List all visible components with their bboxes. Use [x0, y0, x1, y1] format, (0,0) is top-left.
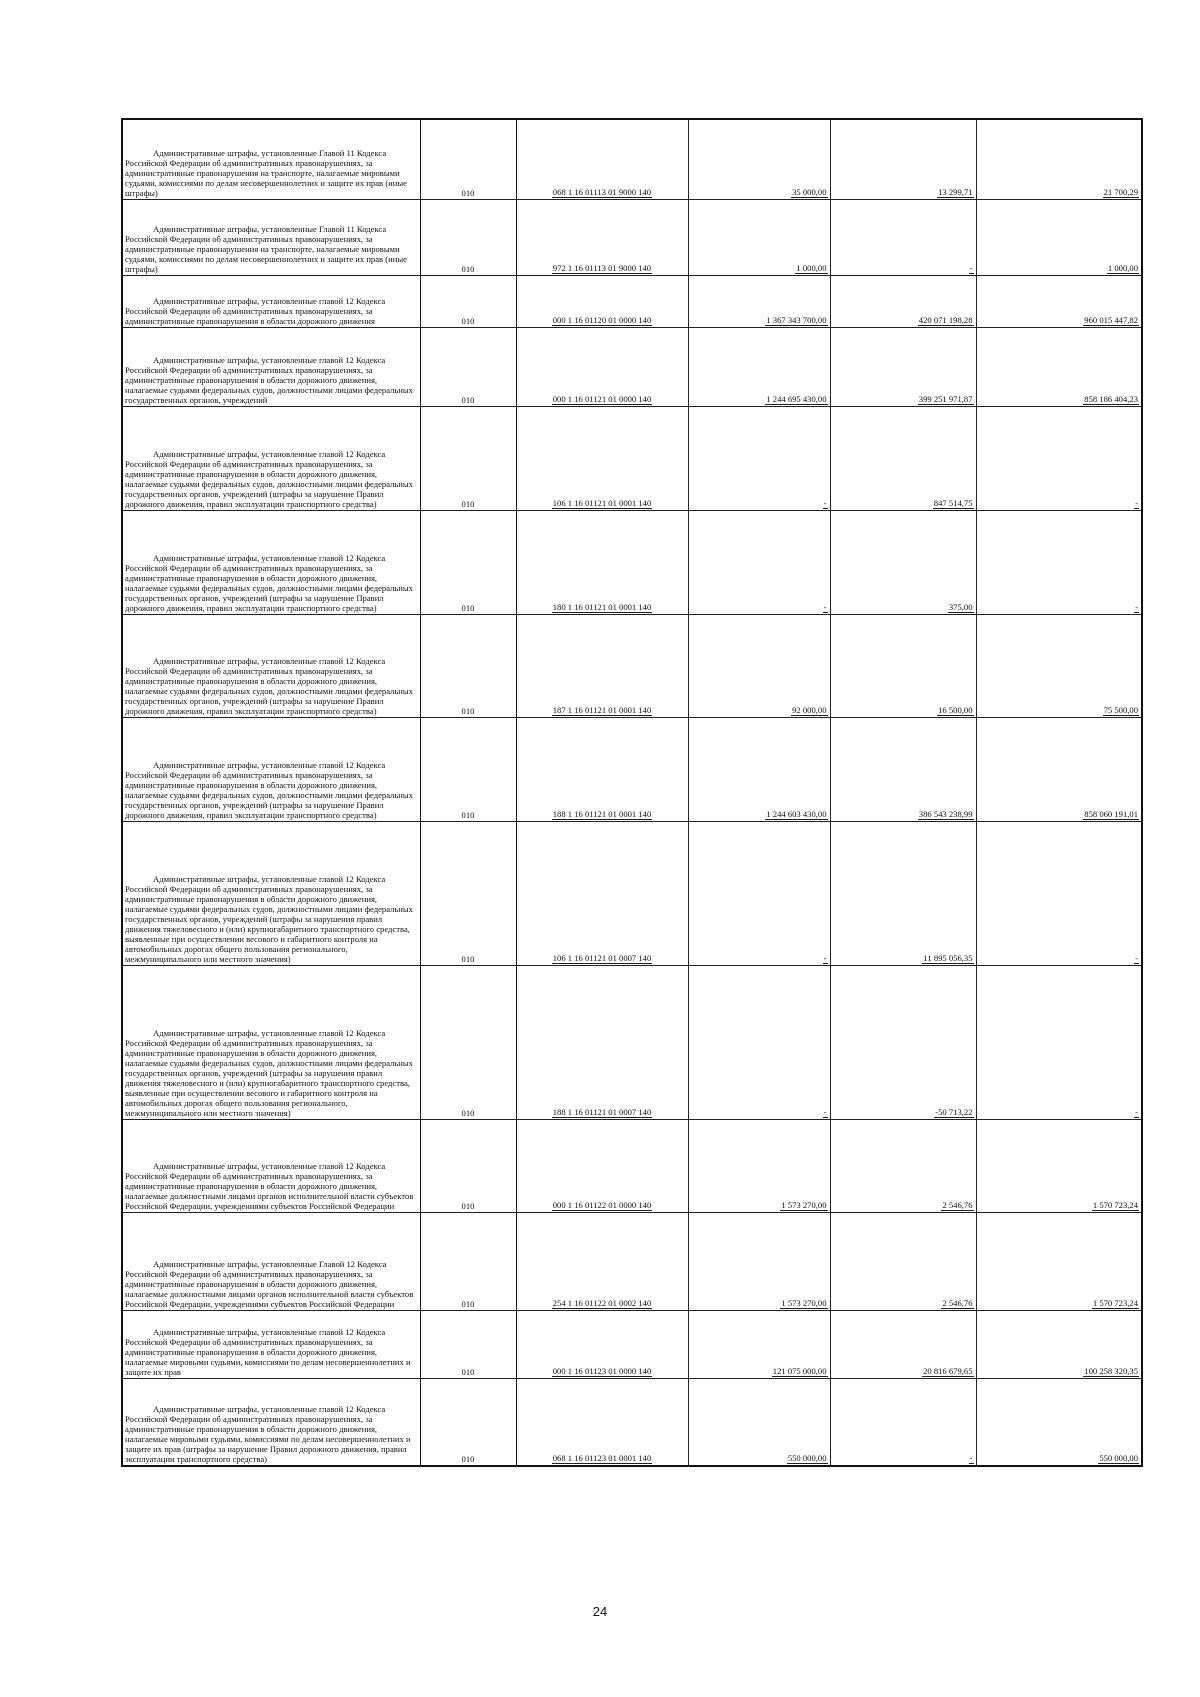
table-row	[122, 199, 1142, 275]
approved-amount: 35 000,00	[792, 186, 827, 197]
unexecuted-amount-cell	[976, 1119, 1142, 1212]
approved-amount: -	[823, 1106, 827, 1117]
income-name-cell	[122, 199, 420, 275]
approved-amount: 92 000,00	[792, 704, 827, 715]
income-name: Административные штрафы, установленные главой 12 Кодекса Российской Федерации об административных правонарушениях, за административные правонарушения в области дорожного движения, налагаемые мировыми судьями, комиссиями по делам несовершеннолетних и защите их прав (штрафы за нарушение Правил дорожного движения, правил эксплуатации транспортного средства)	[125, 1404, 411, 1464]
approved-amount-cell	[688, 119, 830, 199]
executed-amount: 2 546,76	[942, 1297, 973, 1308]
executed-amount-cell	[830, 1212, 976, 1310]
kbk-code-cell	[516, 965, 688, 1119]
kbk-code-cell	[516, 717, 688, 821]
executed-amount-cell	[830, 614, 976, 717]
table-row	[122, 717, 1142, 821]
approved-amount: 1 573 270,00	[781, 1199, 827, 1210]
line-code-cell	[420, 406, 516, 510]
line-code-cell	[420, 1310, 516, 1378]
unexecuted-amount-cell	[976, 965, 1142, 1119]
unexecuted-amount: 550 000,00	[1099, 1453, 1138, 1463]
line-code: 010	[461, 953, 475, 964]
table-row	[122, 1378, 1142, 1466]
unexecuted-amount-cell	[976, 119, 1142, 199]
line-code-cell	[420, 275, 516, 327]
approved-amount: 121 075 000,00	[772, 1365, 827, 1376]
income-name-cell	[122, 327, 420, 406]
table-body	[122, 119, 1142, 1466]
income-name-cell	[122, 1310, 420, 1378]
executed-amount-cell	[830, 275, 976, 327]
unexecuted-amount: -	[1135, 1106, 1138, 1117]
table-row	[122, 1119, 1142, 1212]
unexecuted-amount-cell	[976, 614, 1142, 717]
executed-amount-cell	[830, 717, 976, 821]
table-row	[122, 1310, 1142, 1378]
unexecuted-amount-cell	[976, 1310, 1142, 1378]
unexecuted-amount: 75 500,00	[1103, 704, 1138, 715]
line-code: 010	[461, 1366, 475, 1377]
line-code: 010	[461, 315, 475, 326]
income-name: Административные штрафы, установленные главой 12 Кодекса Российской Федерации об административных правонарушениях, за административные правонарушения в области дорожного движения, налагаемые судьями федеральных судов, должностными лицами федеральных государственных органов, учреждений (штрафы за нарушения правил движения тяжеловесного и (или) крупногабаритного транспортного средства, выявленные при осуществлении весового и габаритного контроля на автомобильных дорогах общего пользования регионального, межмуниципального или местного значения)	[125, 873, 413, 964]
table-row	[122, 406, 1142, 510]
executed-amount: 2 546,76	[942, 1199, 973, 1210]
approved-amount-cell	[688, 821, 830, 965]
unexecuted-amount-cell	[976, 510, 1142, 614]
approved-amount: 1 000,00	[796, 262, 827, 273]
line-code: 010	[461, 602, 475, 613]
executed-amount: -	[969, 262, 973, 273]
income-name-cell	[122, 614, 420, 717]
line-code: 010	[461, 809, 475, 820]
executed-amount-cell	[830, 510, 976, 614]
unexecuted-amount-cell	[976, 327, 1142, 406]
approved-amount-cell	[688, 406, 830, 510]
executed-amount-cell	[830, 406, 976, 510]
kbk-code-cell	[516, 510, 688, 614]
kbk-code-cell	[516, 1212, 688, 1310]
executed-amount: 11 895 056,35	[923, 952, 973, 963]
unexecuted-amount-cell	[976, 406, 1142, 510]
line-code-cell	[420, 119, 516, 199]
executed-amount: 386 543 238,99	[918, 808, 973, 819]
kbk-code-cell	[516, 614, 688, 717]
approved-amount-cell	[688, 327, 830, 406]
approved-amount: -	[823, 601, 827, 612]
kbk-code-cell	[516, 821, 688, 965]
line-code: 010	[461, 263, 475, 274]
table-row	[122, 275, 1142, 327]
income-table	[121, 118, 1143, 1467]
unexecuted-amount-cell	[976, 1378, 1142, 1466]
unexecuted-amount: 1 570 723,24	[1092, 1199, 1138, 1210]
income-name: Административные штрафы, установленные главой 12 Кодекса Российской Федерации об административных правонарушениях, за административные правонарушения в области дорожного движения, налагаемые судьями федеральных судов, должностными лицами федеральных государственных органов, учреждений (штрафы за нарушение Правил дорожного движения, правил эксплуатации транспортного средства)	[125, 448, 413, 509]
line-code: 010	[461, 1454, 475, 1464]
approved-amount: -	[823, 952, 827, 963]
line-code: 010	[461, 1200, 475, 1211]
executed-amount-cell	[830, 965, 976, 1119]
executed-amount-cell	[830, 1310, 976, 1378]
income-name: Административные штрафы, установленные главой 12 Кодекса Российской Федерации об административных правонарушениях, за административные правонарушения в области дорожного движения, налагаемые судьями федеральных судов, должностными лицами федеральных государственных органов, учреждений (штрафы за нарушение Правил дорожного движения, правил эксплуатации транспортного средства)	[125, 552, 413, 613]
kbk-code: 068 1 16 01123 01 0001 140	[552, 1453, 652, 1463]
unexecuted-amount-cell	[976, 821, 1142, 965]
executed-amount: 16 500,00	[938, 704, 973, 715]
kbk-code: 106 1 16 01121 01 0001 140	[552, 497, 652, 508]
unexecuted-amount: 21 700,29	[1103, 186, 1138, 197]
executed-amount-cell	[830, 119, 976, 199]
page-number: 24	[592, 1604, 608, 1619]
table-row	[122, 510, 1142, 614]
executed-amount: 420 071 198,28	[918, 314, 973, 325]
unexecuted-amount: 100 258 320,35	[1084, 1365, 1138, 1376]
unexecuted-amount: 960 015 447,82	[1084, 314, 1138, 325]
kbk-code: 972 1 16 01113 01 9000 140	[552, 262, 652, 273]
kbk-code-cell	[516, 1310, 688, 1378]
table-row	[122, 1212, 1142, 1310]
income-name: Административные штрафы, установленные главой 12 Кодекса Российской Федерации об административных правонарушениях, за административные правонарушения в области дорожного движения	[125, 295, 386, 326]
income-name-cell	[122, 510, 420, 614]
table-row	[122, 965, 1142, 1119]
income-name-cell	[122, 406, 420, 510]
income-name: Административные штрафы, установленные Главой 11 Кодекса Российской Федерации об административных правонарушениях, за административные правонарушения на транспорте, налагаемые мировыми судьями, комиссиями по делам несовершеннолетних и защите их прав (иные штрафы)	[125, 147, 407, 198]
executed-amount-cell	[830, 1119, 976, 1212]
income-name-cell	[122, 1119, 420, 1212]
approved-amount-cell	[688, 1378, 830, 1466]
approved-amount-cell	[688, 717, 830, 821]
income-name-cell	[122, 1378, 420, 1466]
income-name: Административные штрафы, установленные главой 12 Кодекса Российской Федерации об административных правонарушениях, за административные правонарушения в области дорожного движения, налагаемые мировыми судьями, комиссиями по делам несовершеннолетних и защите их прав	[125, 1326, 411, 1377]
kbk-code: 180 1 16 01121 01 0001 140	[552, 601, 652, 612]
approved-amount-cell	[688, 199, 830, 275]
income-name-cell	[122, 965, 420, 1119]
line-code-cell	[420, 965, 516, 1119]
table-row	[122, 327, 1142, 406]
income-name-cell	[122, 1212, 420, 1310]
income-name: Административные штрафы, установленные главой 12 Кодекса Российской Федерации об административных правонарушениях, за административные правонарушения в области дорожного движения, налагаемые должностными лицами органов исполнительной власти субъектов Российской Федерации, учреждениями субъектов Российской Федерации	[125, 1160, 414, 1211]
income-name: Административные штрафы, установленные главой 12 Кодекса Российской Федерации об административных правонарушениях, за административные правонарушения в области дорожного движения, налагаемые судьями федеральных судов, должностными лицами федеральных государственных органов, учреждений (штрафы за нарушения правил движения тяжеловесного и (или) крупногабаритного транспортного средства, выявленные при осуществлении весового и габаритного контроля на автомобильных дорогах общего пользования регионального, межмуниципального или местного значения)	[125, 1027, 413, 1118]
line-code-cell	[420, 1119, 516, 1212]
kbk-code-cell	[516, 275, 688, 327]
executed-amount-cell	[830, 327, 976, 406]
income-name-cell	[122, 275, 420, 327]
line-code: 010	[461, 498, 475, 509]
approved-amount: 1 367 343 700,00	[766, 314, 827, 325]
income-name: Административные штрафы, установленные главой 12 Кодекса Российской Федерации об административных правонарушениях, за административные правонарушения в области дорожного движения, налагаемые судьями федеральных судов, должностными лицами федеральных государственных органов, учреждений (штрафы за нарушение Правил дорожного движения, правил эксплуатации транспортного средства)	[125, 655, 413, 716]
approved-amount: 550 000,00	[787, 1453, 827, 1463]
line-code-cell	[420, 717, 516, 821]
unexecuted-amount: 858 186 404,23	[1084, 393, 1138, 404]
table-row	[122, 614, 1142, 717]
table-row	[122, 821, 1142, 965]
approved-amount-cell	[688, 1310, 830, 1378]
line-code-cell	[420, 1378, 516, 1466]
executed-amount-cell	[830, 1378, 976, 1466]
report-sheet	[121, 118, 1141, 1467]
unexecuted-amount-cell	[976, 199, 1142, 275]
unexecuted-amount-cell	[976, 717, 1142, 821]
kbk-code-cell	[516, 327, 688, 406]
kbk-code-cell	[516, 1119, 688, 1212]
line-code-cell	[420, 199, 516, 275]
kbk-code: 187 1 16 01121 01 0001 140	[552, 704, 652, 715]
unexecuted-amount-cell	[976, 275, 1142, 327]
approved-amount-cell	[688, 275, 830, 327]
table-row	[122, 119, 1142, 199]
income-name: Административные штрафы, установленные Главой 11 Кодекса Российской Федерации об административных правонарушениях, за административные правонарушения на транспорте, налагаемые мировыми судьями, комиссиями по делам несовершеннолетних и защите их прав (иные штрафы)	[125, 223, 407, 274]
executed-amount-cell	[830, 199, 976, 275]
unexecuted-amount: 1 000,00	[1107, 262, 1138, 273]
approved-amount-cell	[688, 965, 830, 1119]
line-code: 010	[461, 1298, 475, 1309]
executed-amount: -	[969, 1453, 973, 1463]
approved-amount-cell	[688, 614, 830, 717]
income-name-cell	[122, 821, 420, 965]
kbk-code: 188 1 16 01121 01 0001 140	[552, 808, 652, 819]
unexecuted-amount: -	[1135, 497, 1138, 508]
approved-amount-cell	[688, 510, 830, 614]
approved-amount: 1 573 270,00	[781, 1297, 827, 1308]
line-code-cell	[420, 510, 516, 614]
approved-amount-cell	[688, 1212, 830, 1310]
executed-amount: 20 816 679,65	[923, 1365, 973, 1376]
line-code: 010	[461, 394, 475, 405]
executed-amount: 13 299,71	[938, 186, 973, 197]
line-code-cell	[420, 1212, 516, 1310]
kbk-code-cell	[516, 1378, 688, 1466]
unexecuted-amount-cell	[976, 1212, 1142, 1310]
executed-amount: 375,00	[948, 601, 973, 612]
approved-amount: 1 244 603 430,00	[766, 808, 827, 819]
kbk-code-cell	[516, 119, 688, 199]
income-name: Административные штрафы, установленные главой 12 Кодекса Российской Федерации об административных правонарушениях, за административные правонарушения в области дорожного движения, налагаемые судьями федеральных судов, должностными лицами федеральных государственных органов, учреждений	[125, 354, 413, 405]
kbk-code: 000 1 16 01121 01 0000 140	[552, 393, 652, 404]
unexecuted-amount: -	[1135, 952, 1138, 963]
executed-amount: 847 514,75	[933, 497, 973, 508]
line-code: 010	[461, 705, 475, 716]
kbk-code: 000 1 16 01120 01 0000 140	[552, 314, 652, 325]
executed-amount: -50 713,22	[935, 1106, 973, 1117]
executed-amount-cell	[830, 821, 976, 965]
unexecuted-amount: -	[1135, 601, 1138, 612]
kbk-code: 106 1 16 01121 01 0007 140	[552, 952, 652, 963]
income-name-cell	[122, 119, 420, 199]
unexecuted-amount: 1 570 723,24	[1092, 1297, 1138, 1308]
line-code-cell	[420, 327, 516, 406]
income-name: Административные штрафы, установленные главой 12 Кодекса Российской Федерации об административных правонарушениях, за административные правонарушения в области дорожного движения, налагаемые судьями федеральных судов, должностными лицами федеральных государственных органов, учреждений (штрафы за нарушение Правил дорожного движения, правил эксплуатации транспортного средства)	[125, 759, 413, 820]
approved-amount: -	[823, 497, 827, 508]
kbk-code-cell	[516, 406, 688, 510]
line-code-cell	[420, 821, 516, 965]
kbk-code: 254 1 16 01122 01 0002 140	[552, 1297, 652, 1308]
income-name: Административные штрафы, установленные Главой 12 Кодекса Российской Федерации об административных правонарушениях, за административные правонарушения в области дорожного движения, налагаемые должностными лицами органов исполнительной власти субъектов Российской Федерации, учреждениями субъектов Российской Федерации	[125, 1258, 414, 1309]
kbk-code: 000 1 16 01123 01 0000 140	[552, 1365, 652, 1376]
kbk-code: 000 1 16 01122 01 0000 140	[552, 1199, 652, 1210]
kbk-code-cell	[516, 199, 688, 275]
line-code: 010	[461, 187, 475, 198]
approved-amount-cell	[688, 1119, 830, 1212]
line-code: 010	[461, 1107, 475, 1118]
executed-amount: 399 251 971,87	[918, 393, 973, 404]
income-name-cell	[122, 717, 420, 821]
approved-amount: 1 244 695 430,00	[766, 393, 827, 404]
line-code-cell	[420, 614, 516, 717]
unexecuted-amount: 858 060 191,01	[1084, 808, 1138, 819]
kbk-code: 068 1 16 01113 01 9000 140	[552, 186, 652, 197]
kbk-code: 188 1 16 01121 01 0007 140	[552, 1106, 652, 1117]
